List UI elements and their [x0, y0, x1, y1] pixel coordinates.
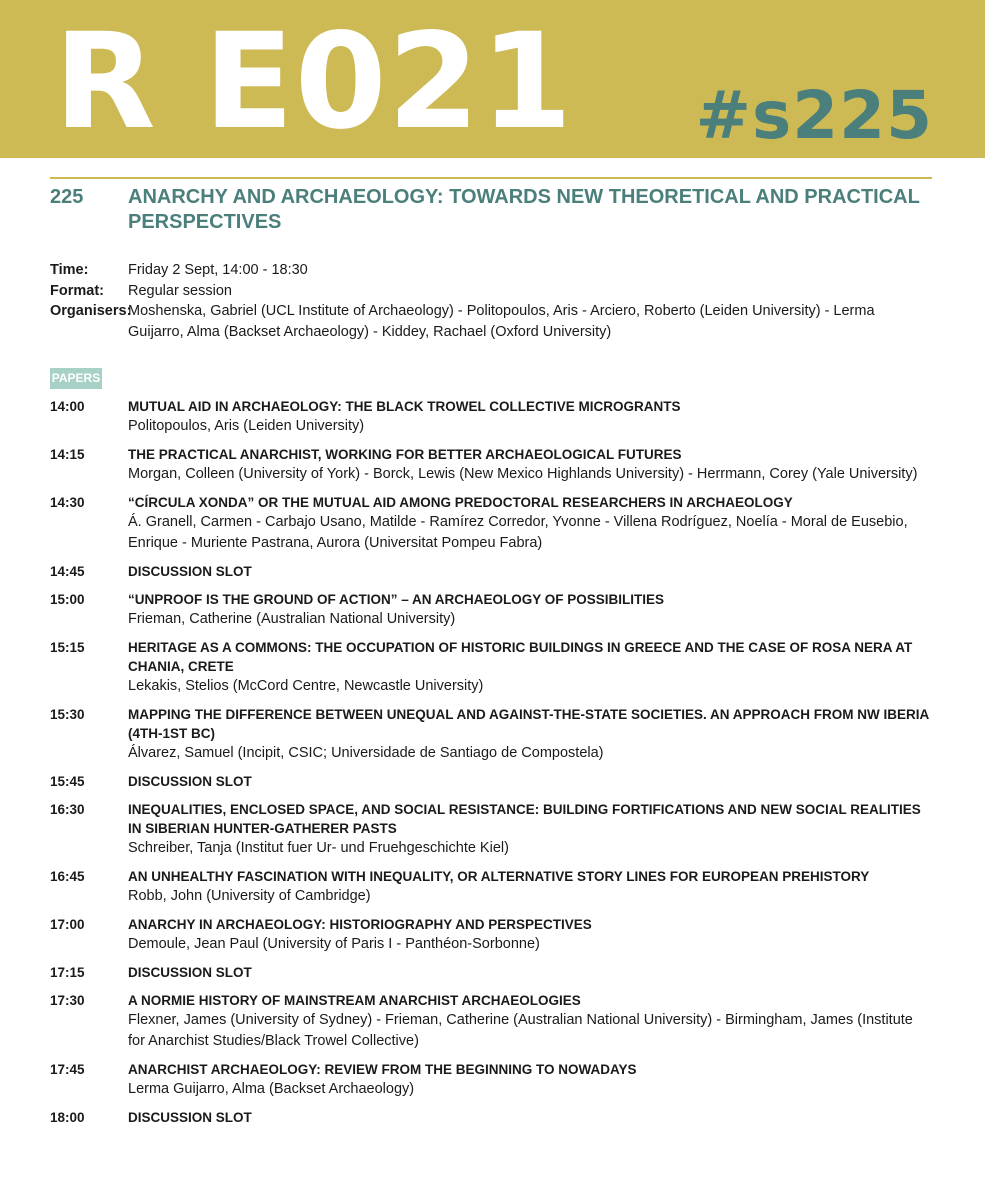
paper-body	[128, 991, 930, 1052]
paper-body	[128, 562, 930, 582]
meta-organisers-row	[50, 301, 930, 342]
paper-body	[128, 800, 930, 859]
session-number: 225	[50, 186, 84, 208]
paper-time: 17:45	[50, 1062, 85, 1077]
meta-time-value: Friday 2 Sept, 14:00 - 18:30	[128, 262, 308, 278]
meta-format-label: Format:	[50, 282, 104, 299]
paper-time: 14:15	[50, 447, 85, 462]
paper-authors: Schreiber, Tanja (Institut fuer Ur- und Fruehgeschichte Kiel)	[128, 840, 509, 856]
paper-title: ANARCHIST ARCHAEOLOGY: REVIEW FROM THE BEGINNING TO NOWADAYS	[128, 1062, 637, 1077]
paper-authors: Demoule, Jean Paul (University of Paris I - Panthéon-Sorbonne)	[128, 936, 540, 952]
paper-title: DISCUSSION SLOT	[128, 774, 252, 789]
paper-row	[50, 638, 930, 697]
paper-row	[50, 772, 930, 792]
paper-title: HERITAGE AS A COMMONS: THE OCCUPATION OF HISTORIC BUILDINGS IN GREECE AND THE CASE OF ROSA NERA AT CHANIA, CRETE	[128, 640, 913, 674]
meta-time-row	[50, 260, 930, 281]
paper-authors: Frieman, Catherine (Australian National University)	[128, 611, 456, 627]
paper-time: 18:00	[50, 1110, 85, 1125]
paper-body	[128, 1060, 930, 1100]
paper-authors: Politopoulos, Aris (Leiden University)	[128, 418, 365, 434]
paper-title: “CÍRCULA XONDA” OR THE MUTUAL AID AMONG PREDOCTORAL RESEARCHERS IN ARCHAEOLOGY	[128, 495, 793, 510]
paper-row	[50, 915, 930, 955]
paper-row	[50, 493, 930, 554]
header-band	[0, 0, 985, 158]
papers-list	[50, 397, 930, 1136]
paper-authors: Lekakis, Stelios (McCord Centre, Newcastle University)	[128, 678, 484, 694]
paper-row	[50, 1060, 930, 1100]
paper-time: 14:30	[50, 495, 85, 510]
session-meta	[50, 260, 930, 342]
paper-title: MAPPING THE DIFFERENCE BETWEEN UNEQUAL AND AGAINST-THE-STATE SOCIETIES. AN APPROACH FROM NW IBERIA (4TH-1ST BC)	[128, 707, 929, 741]
paper-row	[50, 800, 930, 859]
paper-authors: Á. Granell, Carmen - Carbajo Usano, Matilde - Ramírez Corredor, Yvonne - Villena Rodríguez, Noelía - Moral de Eusebio, Enrique - Muriente Pastrana, Aurora (Universitat Pompeu Fabra)	[128, 514, 908, 551]
header-session-tag: #s225	[695, 77, 933, 154]
paper-authors: Lerma Guijarro, Alma (Backset Archaeology)	[128, 1081, 415, 1097]
paper-time: 16:30	[50, 802, 85, 817]
paper-title: DISCUSSION SLOT	[128, 965, 252, 980]
paper-body	[128, 867, 930, 907]
meta-organisers-label: Organisers:	[50, 303, 132, 319]
paper-body	[128, 397, 930, 437]
paper-row	[50, 963, 930, 983]
paper-time: 17:30	[50, 993, 85, 1008]
paper-row	[50, 445, 930, 485]
paper-row	[50, 705, 930, 764]
paper-authors: Flexner, James (University of Sydney) - Frieman, Catherine (Australian National University) - Birmingham, James (Institute for Anarchist Studies/Black Trowel Collective)	[128, 1012, 913, 1049]
paper-time: 17:00	[50, 917, 85, 932]
meta-format-value: Regular session	[128, 282, 232, 299]
paper-title: DISCUSSION SLOT	[128, 1110, 252, 1125]
paper-row	[50, 991, 930, 1052]
paper-body	[128, 963, 930, 983]
session-title: ANARCHY AND ARCHAEOLOGY: TOWARDS NEW THEORETICAL AND PRACTICAL PERSPECTIVES	[128, 186, 920, 233]
paper-time: 15:45	[50, 774, 85, 789]
paper-row	[50, 562, 930, 582]
paper-row	[50, 590, 930, 630]
paper-title: ANARCHY IN ARCHAEOLOGY: HISTORIOGRAPHY AND PERSPECTIVES	[128, 917, 592, 932]
paper-body	[128, 638, 930, 697]
meta-time-label: Time:	[50, 262, 89, 278]
header-event-code: R E021	[54, 5, 574, 159]
paper-body	[128, 772, 930, 792]
divider-rule	[50, 177, 932, 179]
paper-time: 16:45	[50, 869, 85, 884]
paper-body	[128, 493, 930, 554]
paper-title: INEQUALITIES, ENCLOSED SPACE, AND SOCIAL RESISTANCE: BUILDING FORTIFICATIONS AND NEW SOCIAL REALITIES IN SIBERIAN HUNTER-GATHERER PASTS	[128, 802, 921, 836]
paper-time: 14:00	[50, 399, 85, 414]
paper-title: DISCUSSION SLOT	[128, 564, 252, 579]
meta-format-row	[50, 281, 930, 302]
paper-body	[128, 445, 930, 485]
paper-body	[128, 705, 930, 764]
paper-row	[50, 1108, 930, 1128]
paper-body	[128, 590, 930, 630]
paper-time: 15:00	[50, 592, 85, 607]
paper-authors: Robb, John (University of Cambridge)	[128, 888, 371, 904]
paper-time: 14:45	[50, 564, 85, 579]
paper-title: THE PRACTICAL ANARCHIST, WORKING FOR BETTER ARCHAEOLOGICAL FUTURES	[128, 447, 682, 462]
paper-authors: Morgan, Colleen (University of York) - Borck, Lewis (New Mexico Highlands University) - Herrmann, Corey (Yale University)	[128, 466, 918, 482]
paper-time: 17:15	[50, 965, 85, 980]
paper-time: 15:15	[50, 640, 85, 655]
paper-body	[128, 1108, 930, 1128]
paper-row	[50, 867, 930, 907]
paper-title: AN UNHEALTHY FASCINATION WITH INEQUALITY, OR ALTERNATIVE STORY LINES FOR EUROPEAN PREHISTORY	[128, 869, 870, 884]
paper-row	[50, 397, 930, 437]
paper-body	[128, 915, 930, 955]
paper-time: 15:30	[50, 707, 85, 722]
meta-organisers-value: Moshenska, Gabriel (UCL Institute of Archaeology) - Politopoulos, Aris - Arciero, Roberto (Leiden University) - Lerma Guijarro, Alma (Backset Archaeology) - Kiddey, Rachael (Oxford University)	[128, 303, 875, 340]
paper-title: “UNPROOF IS THE GROUND OF ACTION” – AN ARCHAEOLOGY OF POSSIBILITIES	[128, 592, 665, 607]
paper-title: A NORMIE HISTORY OF MAINSTREAM ANARCHIST ARCHAEOLOGIES	[128, 993, 581, 1008]
papers-badge: PAPERS	[50, 368, 102, 389]
paper-title: MUTUAL AID IN ARCHAEOLOGY: THE BLACK TROWEL COLLECTIVE MICROGRANTS	[128, 399, 681, 414]
paper-authors: Álvarez, Samuel (Incipit, CSIC; Universidade de Santiago de Compostela)	[128, 745, 604, 761]
